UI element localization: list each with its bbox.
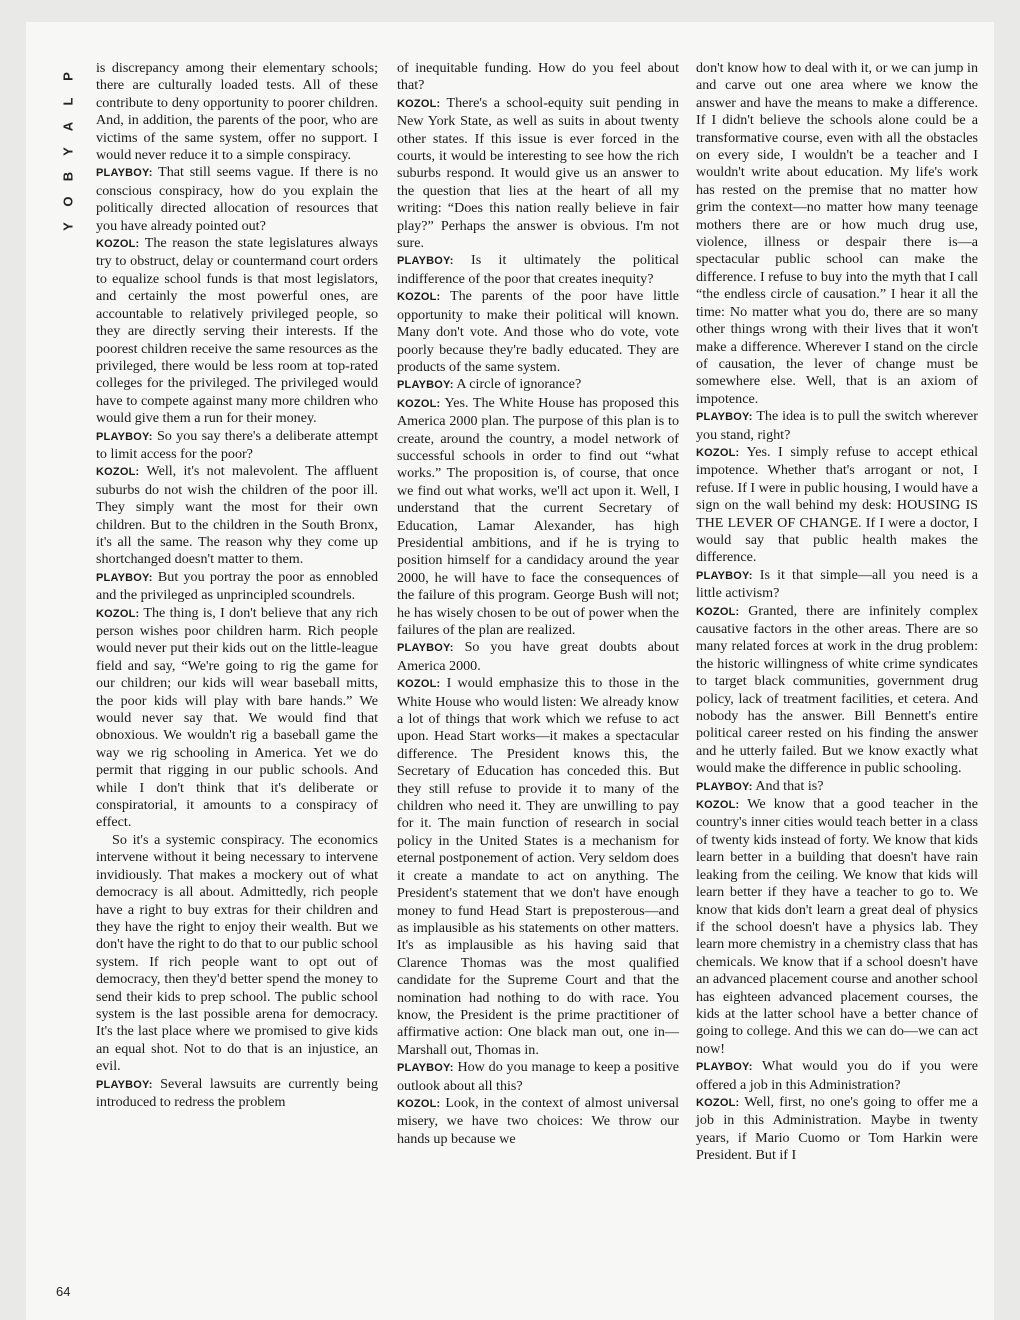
paragraph-text: A circle of ignorance? (456, 376, 582, 393)
interview-paragraph (696, 444, 978, 567)
paragraph-text: So you have great doubts about America 2000. (397, 639, 679, 674)
magazine-letter: A (60, 121, 76, 132)
speaker-label-playboy: PLAYBOY: (696, 569, 753, 582)
paragraph-text: So it's a systemic conspiracy. The economics intervene without it being necessary to intervene invidiously. That makes a mockery out of what democracy is all about. Admittedly, rich people have a right to buy extras for their children and they have the right to enjoy their wealth. But we don't have the right to do that to our public school system. If rich people want to opt out of democracy, then they'd better spend the money to send their kids to prep school. The public school system is the last possible arena for democracy. It's the last place where we promised to give kids an equal shot. Not to do that is an injustice, an evil. (96, 831, 378, 1075)
interview-paragraph (696, 408, 978, 444)
paragraph-text: And that is? (755, 777, 824, 794)
interview-paragraph (696, 796, 978, 1058)
speaker-label-playboy: PLAYBOY: (696, 1061, 753, 1074)
speaker-label-kozol: KOZOL: (397, 291, 441, 304)
magazine-letter: Y (60, 147, 76, 156)
interview-paragraph (696, 567, 978, 603)
magazine-letter: L (60, 97, 76, 106)
paragraph-text: That still seems vague. If there is no conscious conspiracy, how do you explain the politically directed allocation of resources that you have already pointed out? (96, 164, 378, 234)
speaker-label-playboy: PLAYBOY: (696, 780, 753, 793)
interview-paragraph (397, 60, 679, 95)
interview-paragraph (696, 1058, 978, 1094)
text-column-2 (397, 60, 679, 1148)
speaker-label-playboy: PLAYBOY: (96, 430, 153, 443)
interview-paragraph (96, 832, 378, 1076)
text-column-3 (696, 60, 978, 1165)
speaker-label-kozol: KOZOL: (397, 397, 441, 410)
interview-paragraph (96, 164, 378, 235)
interview-paragraph (96, 463, 378, 568)
magazine-letter: O (60, 196, 76, 207)
interview-paragraph (96, 60, 378, 164)
paragraph-text: Well, first, no one's going to offer me a job in this Administration. Maybe in twenty years, if Mario Cuomo or Tom Harkin were President. But if I (696, 1093, 978, 1164)
speaker-label-playboy: PLAYBOY: (397, 1062, 454, 1075)
speaker-label-kozol: KOZOL: (96, 607, 140, 620)
speaker-label-playboy: PLAYBOY: (397, 255, 454, 268)
paragraph-text: Look, in the context of almost universal misery, we have two choices: We throw our hands up because we (397, 1094, 679, 1147)
paragraph-text: We know that a good teacher in the country's inner cities would teach better in a class of twenty kids instead of forty. We know that kids learn better in a building that doesn't have rain leaking from the ceiling. We know that kids will learn better if they have a teacher to go to. We know that kids don't learn a great deal of physics if the school doesn't have a physics lab. They learn more chemistry in a chemistry class that has chemicals. We know that if a school doesn't have an advanced placement course and another school has eighteen advanced placement courses, the kids at the latter school have a better chance of going to college. And this we can do—we can act now! (696, 796, 978, 1057)
speaker-label-kozol: KOZOL: (696, 605, 740, 618)
interview-paragraph (397, 95, 679, 253)
paragraph-text: There's a school-equity suit pending in New York State, as well as suits in about twenty other states. If this issue is ever forced in the courts, it would be interesting to see how the rich suburbs respond. It would give us an answer to the question that lies at the heart of all my writing: “Does this nation really believe in fair play?” Perhaps the answer is obvious. I'm not sure. (397, 94, 679, 252)
text-column-1 (96, 60, 378, 1111)
speaker-label-kozol: KOZOL: (696, 1096, 740, 1109)
page-number: 64 (56, 1284, 71, 1299)
speaker-label-playboy: PLAYBOY: (397, 642, 454, 655)
paragraph-text: The thing is, I don't believe that any rich person wishes poor children harm. Rich people would never put their kids out on the little-league field and say, “We're going to rig the game for our children; our kids will wear baseball mitts, the poor kids will play with bare hands.” We would never say that. We would find that obnoxious. We wouldn't rig a baseball game the way we rig schooling in America. Yet we do permit that rigging in our public schools. And while I don't think that it's deliberate or conspiratorial, it amounts to a conspiracy of effect. (96, 604, 378, 831)
magazine-name-vertical (58, 64, 78, 239)
speaker-label-kozol: KOZOL: (397, 1097, 441, 1110)
paragraph-text: I would emphasize this to those in the White House who would listen: We already know a lot of things that work which we refuse to act upon. Head Start works—it makes a spectacular difference. The President knows this, the Secretary of Education has conceded this. But they still refuse to provide it to many of the children who need it. They are unwilling to pay for it. The main function of research in social policy in the United States is a mechanism for eternal postponement of action. Very seldom does it create a mandate to act on anything. The President's statement that we don't have enough money to fund Head Start is preposterous—and as implausible as his statements on other matters. It's as implausible as his having said that Clarence Thomas was the most qualified candidate for the Supreme Court and that the nomination had nothing to do with race. You know, the President is the prime practitioner of affirmative action: One black man out, one in—Marshall out, Thomas in. (397, 675, 679, 1058)
interview-paragraph (696, 603, 978, 778)
paragraph-text: But you portray the poor as ennobled and the privileged as unprincipled scoundrels. (96, 568, 378, 604)
interview-paragraph (397, 252, 679, 288)
speaker-label-playboy: PLAYBOY: (397, 379, 454, 392)
speaker-label-playboy: PLAYBOY: (96, 1078, 153, 1091)
magazine-letter: Y (60, 222, 76, 231)
speaker-label-playboy: PLAYBOY: (696, 411, 753, 424)
magazine-letter: P (60, 72, 76, 81)
paragraph-text: The reason the state legislatures always try to obstruct, delay or countermand court orders to equalize school funds is that most legislators, and certainly the most powerful ones, are accountable to relatively privileged people, so they are directly serving their interests. If the poorest children receive the same resources as the privileged, there would be less room at top-rated colleges for the privileged. The privileged would have to compete against many more children who would give them a run for their money. (96, 235, 378, 427)
magazine-letter: B (60, 171, 76, 182)
paragraph-text: What would you do if you were offered a job in this Administration? (696, 1058, 978, 1093)
paragraph-text: So you say there's a deliberate attempt to limit access for the poor? (96, 427, 378, 462)
speaker-label-kozol: KOZOL: (696, 799, 740, 812)
paragraph-text: Several lawsuits are currently being introduced to redress the problem (96, 1075, 379, 1110)
paragraph-text: don't know how to deal with it, or we can jump in and carve out one area where we know the answer and have the means to make a difference. If I didn't believe the schools alone could be a transformative course, even with all the obstacles on every side, I wouldn't be a teacher and I wouldn't write about education. My life's work has rested on the premise that no matter how grim the context—no matter how many teenage mothers there are or how much drug use, violence, illness or despair there is—a spectacular public school can make the difference. I refuse to buy into the myth that I call “the endless circle of causation.” I hear it all the time: No matter what you do, there are so many other things wrong with their lives that it won't make a difference. Wherever I stand on the circle of causation, the lever of change must be somewhere else. Well, that is an axiom of impotence. (696, 60, 978, 407)
paragraph-text: Is it ultimately the political indifference of the poor that creates inequity? (397, 252, 680, 287)
interview-paragraph (696, 778, 978, 796)
interview-paragraph (96, 605, 378, 832)
interview-paragraph (397, 1059, 679, 1095)
interview-paragraph (96, 1076, 378, 1112)
interview-paragraph (397, 675, 679, 1059)
paragraph-text: Is it that simple—all you need is a little activism? (696, 566, 978, 602)
interview-paragraph (96, 428, 378, 464)
interview-paragraph (96, 569, 378, 605)
paragraph-text: Granted, there are infinitely complex causative factors in the other areas. There are so many related forces at work in the drug problem: the historic willingness of white crime syndicates to target black communities, government drug policy, lack of treatment facilities, et cetera. And nobody has the answer. Bill Bennett's entire political career rested on his finding the answer and he utterly failed. But we know exactly what would make the difference in public schooling. (696, 602, 979, 777)
interview-paragraph (397, 376, 679, 394)
magazine-page (26, 22, 994, 1320)
paragraph-text: Well, it's not malevolent. The affluent suburbs do not wish the children of the poor ill. They simply want the most for their own children. But to the children in the South Bronx, it's all the same. The reason why they come up shortchanged doesn't matter to them. (96, 463, 378, 568)
speaker-label-playboy: PLAYBOY: (96, 167, 153, 180)
interview-paragraph (696, 1094, 978, 1165)
interview-paragraph (96, 235, 378, 427)
interview-paragraph (397, 1095, 679, 1148)
paragraph-text: of inequitable funding. How do you feel about that? (397, 60, 679, 94)
speaker-label-kozol: KOZOL: (696, 446, 740, 459)
speaker-label-kozol: KOZOL: (96, 466, 140, 479)
speaker-label-kozol: KOZOL: (397, 678, 441, 691)
interview-paragraph (397, 395, 679, 640)
paragraph-text: Yes. I simply refuse to accept ethical impotence. Whether that's arrogant or not, I refuse. If I were in public housing, I would have a sign on the wall behind my desk: HOUSING IS THE LEVER OF CHANGE. If I were a doctor, I would say that public health makes the difference. (696, 443, 978, 566)
paragraph-text: The parents of the poor have little opportunity to make their political will known. Many don't vote. And those who do vote, vote poorly because they're badly educated. They are products of the same system. (397, 288, 679, 375)
speaker-label-kozol: KOZOL: (96, 238, 140, 251)
interview-paragraph (397, 288, 679, 376)
speaker-label-playboy: PLAYBOY: (96, 571, 153, 584)
paragraph-text: Yes. The White House has proposed this America 2000 plan. The purpose of this plan is to create, around the country, a model network of successful schools in order to find out “what works.” The proposition is, of course, that once we find out what works, we'll act upon it. Well, I understand that the current Secretary of Education, Lamar Alexander, has high Presidential ambitions, and if he is trying to position himself for a candidacy around the year 2000, he will have to face the consequences of the failure of this program. George Bush will not; he has wisely chosen to be out of power when the failures of the plan are realized. (397, 394, 679, 638)
paragraph-text: The idea is to pull the switch wherever you stand, right? (696, 408, 978, 443)
paragraph-text: How do you manage to keep a positive outlook about all this? (397, 1059, 679, 1094)
speaker-label-kozol: KOZOL: (397, 97, 441, 110)
paragraph-text: is discrepancy among their elementary schools; there are culturally loaded tests. All of these contribute to deny opportunity to poorer children. And, in addition, the parents of the poor, who are victims of the same system, offer no support. I would never reduce it to a simple conspiracy. (96, 60, 378, 164)
interview-paragraph (397, 639, 679, 675)
interview-paragraph (696, 60, 978, 408)
